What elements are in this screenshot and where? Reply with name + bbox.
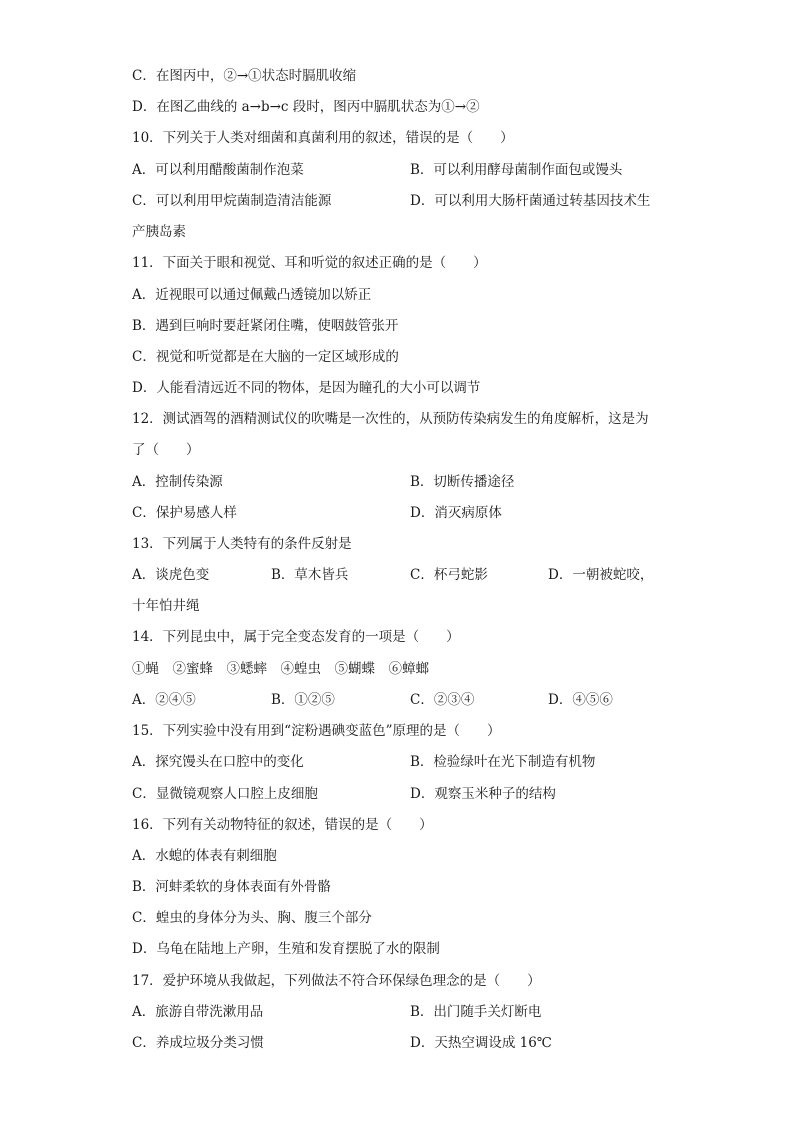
q14-option-c: C．②③④ bbox=[410, 692, 475, 708]
q10-option-d: D．可以利用大肠杆菌通过转基因技术生 bbox=[410, 193, 651, 209]
q10-stem: 10．下列关于人类对细菌和真菌利用的叙述，错误的是（ ） bbox=[132, 130, 514, 146]
q15-stem: 15．下列实验中没有用到“淀粉遇碘变蓝色”原理的是（ ） bbox=[132, 723, 501, 739]
q17-option-b: B．出门随手关灯断电 bbox=[410, 1004, 542, 1020]
q9-option-d: D．在图乙曲线的 a→b→c 段时，图丙中膈肌状态为①→② bbox=[132, 99, 480, 115]
q16-option-c: C．蝗虫的身体分为头、胸、腹三个部分 bbox=[132, 910, 372, 926]
q15-option-c: C．显微镜观察人口腔上皮细胞 bbox=[132, 786, 318, 802]
q16-option-b: B．河蚌柔软的身体表面有外骨骼 bbox=[132, 879, 331, 895]
q10-option-d-cont: 产胰岛素 bbox=[132, 224, 186, 240]
q13-option-a: A．谈虎色变 bbox=[132, 567, 210, 583]
q12-option-d: D．消灭病原体 bbox=[410, 505, 502, 521]
q12-stem-cont: 了（ ） bbox=[132, 442, 200, 458]
q13-option-d-cont: 十年怕井绳 bbox=[132, 598, 200, 614]
q13-option-c: C．杯弓蛇影 bbox=[410, 567, 488, 583]
q17-option-c: C．养成垃圾分类习惯 bbox=[132, 1035, 264, 1051]
q14-option-b: B．①②⑤ bbox=[271, 692, 335, 708]
q11-option-d: D．人能看清远近不同的物体，是因为瞳孔的大小可以调节 bbox=[132, 380, 481, 396]
q12-option-c: C．保护易感人样 bbox=[132, 505, 237, 521]
q17-option-a: A．旅游自带洗漱用品 bbox=[132, 1004, 264, 1020]
q17-stem: 17．爱护环境从我做起，下列做法不符合环保绿色理念的是（ ） bbox=[132, 973, 541, 989]
q16-option-d: D．乌龟在陆地上产卵，生殖和发育摆脱了水的限制 bbox=[132, 941, 440, 957]
q15-option-d: D．观察玉米种子的结构 bbox=[410, 786, 556, 802]
q14-option-d: D．④⑤⑥ bbox=[548, 692, 613, 708]
q9-option-c: C．在图丙中，②→①状态时膈肌收缩 bbox=[132, 68, 357, 84]
q14-insect-list: ①蝇 ②蜜蜂 ③蟋蟀 ④蝗虫 ⑤蝴蝶 ⑥蟑螂 bbox=[132, 661, 429, 677]
q14-option-a: A．②④⑤ bbox=[132, 692, 196, 708]
q11-option-a: A．近视眼可以通过佩戴凸透镜加以矫正 bbox=[132, 287, 372, 303]
q14-stem: 14．下列昆虫中，属于完全变态发育的一项是（ ） bbox=[132, 629, 460, 645]
q15-option-a: A．探究馒头在口腔中的变化 bbox=[132, 754, 304, 770]
q11-option-c: C．视觉和听觉都是在大脑的一定区域形成的 bbox=[132, 349, 399, 365]
q11-option-b: B．遇到巨响时要赶紧闭住嘴，使咽鼓管张开 bbox=[132, 318, 399, 334]
q10-option-a: A．可以利用醋酸菌制作泡菜 bbox=[132, 162, 304, 178]
q16-stem: 16．下列有关动物特征的叙述，错误的是（ ） bbox=[132, 817, 433, 833]
q12-stem: 12．测试酒驾的酒精测试仪的吹嘴是一次性的，从预防传染病发生的角度解析，这是为 bbox=[132, 411, 649, 427]
q16-option-a: A．水螅的体表有刺细胞 bbox=[132, 848, 277, 864]
q17-option-d: D．天热空调设成 16℃ bbox=[410, 1035, 552, 1051]
q10-option-c: C．可以利用甲烷菌制造清洁能源 bbox=[132, 193, 332, 209]
q12-option-b: B．切断传播途径 bbox=[410, 474, 515, 490]
q13-stem: 13．下列属于人类特有的条件反射是 bbox=[132, 536, 352, 552]
q13-option-b: B．草木皆兵 bbox=[271, 567, 349, 583]
q10-option-b: B．可以利用酵母菌制作面包或馒头 bbox=[410, 162, 623, 178]
q13-option-d: D．一朝被蛇咬， bbox=[548, 567, 654, 583]
q11-stem: 11．下面关于眼和视觉、耳和听觉的叙述正确的是（ ） bbox=[132, 255, 487, 271]
q15-option-b: B．检验绿叶在光下制造有机物 bbox=[410, 754, 596, 770]
q12-option-a: A．控制传染源 bbox=[132, 474, 223, 490]
